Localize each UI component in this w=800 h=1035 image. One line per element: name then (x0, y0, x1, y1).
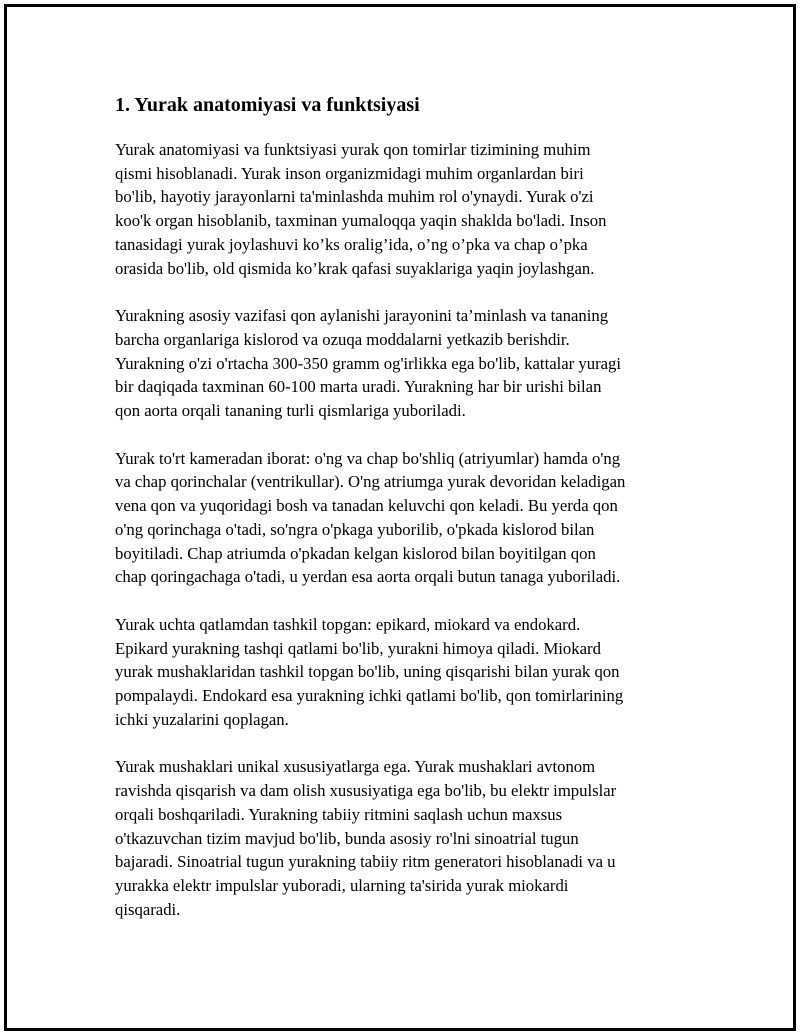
text-line: qisqaradi. (115, 899, 181, 919)
text-line: koo'k organ hisoblanib, taxminan yumaloqqa yaqin shaklda bo'ladi. Inson (115, 211, 607, 231)
text-line: Yurak uchta qatlamdan tashkil topgan: epikard, miokard va endokard. (115, 614, 581, 634)
text-line: boyitiladi. Chap atriumda o'pkadan kelgan kislorod bilan boyitilgan qon (115, 543, 596, 563)
text-line: orqali boshqariladi. Yurakning tabiiy ritmini saqlash uchun maxsus (115, 804, 563, 824)
text-line: o'tkazuvchan tizim mavjud bo'lib, bunda asosiy ro'lni sinoatrial tugun (115, 828, 579, 848)
text-line: Yurakning o'zi o'rtacha 300-350 gramm og'irlikka ega bo'lib, kattalar yuragi (115, 353, 622, 373)
paragraph-1 (115, 138, 690, 280)
text-line: va chap qorinchalar (ventrikullar). O'ng atriumga yurak devoridan keladigan (115, 472, 626, 492)
document-body (115, 92, 690, 945)
text-line: bo'lib, hayotiy jarayonlarni ta'minlashda muhim rol o'ynaydi. Yurak o'zi (115, 187, 594, 207)
text-line: o'ng qorinchaga o'tadi, so'ngra o'pkaga yuborilib, o'pkada kislorod bilan (115, 519, 595, 539)
text-line: bajaradi. Sinoatrial tugun yurakning tabiiy ritm generatori hisoblanadi va u (115, 852, 616, 872)
text-line: Yurak to'rt kameradan iborat: o'ng va chap bo'shliq (atriyumlar) hamda o'ng (115, 448, 621, 468)
text-line: qismi hisoblanadi. Yurak inson organizmidagi muhim organlardan biri (115, 163, 584, 183)
paragraph-4 (115, 613, 690, 732)
text-line: yurak mushaklaridan tashkil topgan bo'lib, uning qisqarishi bilan yurak qon (115, 662, 620, 682)
text-line: Yurak anatomiyasi va funktsiyasi yurak qon tomirlar tizimining muhim (115, 140, 591, 159)
text-line: ichki yuzalarini qoplagan. (115, 709, 289, 729)
text-line: Yurak mushaklari unikal xususiyatlarga ega. Yurak mushaklari avtonom (115, 757, 596, 777)
text-line: ravishda qisqarish va dam olish xususiyatiga ega bo'lib, bu elektr impulslar (115, 781, 617, 801)
text-line: tanasidagi yurak joylashuvi ko’ks oralig’ida, o’ng o’pka va chap o’pka (115, 234, 588, 254)
text-line: Epikard yurakning tashqi qatlami bo'lib, yurakni himoya qiladi. Miokard (115, 638, 601, 658)
text-line: qon aorta orqali tananing turli qismlariga yuboriladi. (115, 401, 466, 421)
text-line: vena qon va yuqoridagi bosh va tanadan keluvchi qon keladi. Bu yerda qon (115, 496, 618, 516)
text-line: chap qoringachaga o'tadi, u yerdan esa aorta orqali butun tanaga yuboriladi. (115, 567, 621, 587)
document-title: 1. Yurak anatomiyasi va funktsiyasi (115, 94, 420, 116)
text-line: orasida bo'lib, old qismida ko’krak qafasi suyaklariga yaqin joylashgan. (115, 258, 595, 278)
text-line: pompalaydi. Endokard esa yurakning ichki qatlami bo'lib, qon tomirlarining (115, 686, 624, 706)
text-line: barcha organlariga kislorod va ozuqa moddalarni yetkazib berishdir. (115, 329, 570, 349)
text-line: bir daqiqada taxminan 60-100 marta uradi. Yurakning har bir urishi bilan (115, 377, 602, 397)
text-line: Yurakning asosiy vazifasi qon aylanishi jarayonini ta’minlash va tananing (115, 306, 609, 326)
paragraph-2 (115, 304, 690, 423)
paragraph-5 (115, 755, 690, 921)
paragraph-3 (115, 447, 690, 589)
text-line: yurakka elektr impulslar yuboradi, ularning ta'sirida yurak miokardi (115, 875, 569, 895)
